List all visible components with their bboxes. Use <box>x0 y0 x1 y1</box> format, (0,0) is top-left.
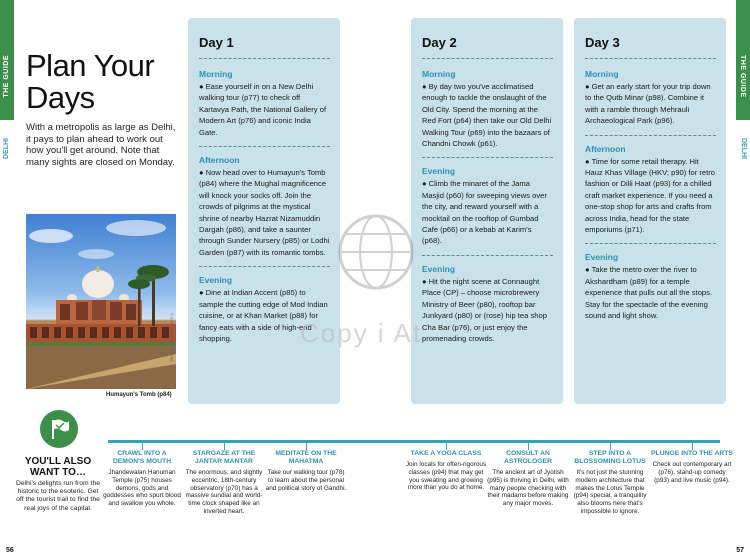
timeline-item-title: TAKE A YOGA CLASS <box>410 450 482 457</box>
side-tab-label: THE GUIDE <box>3 55 10 98</box>
bullet-icon: ● <box>422 179 427 189</box>
period-label: Afternoon <box>199 155 240 166</box>
itinerary-text <box>199 81 330 138</box>
itinerary-text-body: Take the metro over the river to Akshardham (p89) for a temple experience that pulls out all the stops. Stay for the spectacle of the evening sound and light show. <box>585 265 713 321</box>
left-side-tab <box>0 0 14 120</box>
humayuns-tomb-photo <box>26 214 176 389</box>
period-label: Afternoon <box>585 143 626 154</box>
timeline-item-body: Jhandewalan Hanuman Temple (p75) houses demons, gods and goddesses who spurt blood and swallow you whole. <box>103 469 181 508</box>
timeline-tick <box>142 440 143 450</box>
timeline-item-title: CRAWL INTO A DEMON'S MOUTH <box>112 450 172 465</box>
photo-caption: Humayun's Tomb (p84) <box>106 392 172 398</box>
day-card-3 <box>574 18 726 404</box>
timeline-item-body: Take our walking tour (p78) to learn about the personal and political story of Gandhi. <box>265 469 347 492</box>
bullet-icon: ● <box>422 276 427 286</box>
timeline-item-title: PLUNGE INTO THE ARTS <box>651 450 733 457</box>
bullet-icon: ● <box>199 288 204 298</box>
itinerary-text <box>422 178 553 246</box>
divider <box>422 58 553 59</box>
timeline-tick <box>446 440 447 450</box>
period-label: Morning <box>585 69 619 79</box>
timeline-item <box>183 450 265 516</box>
itinerary-text-body: Ease yourself in on a New Delhi walking tour (p77) to check off Kartavya Path, the National Gallery of Modern Art (p76) and iconic India Gate. <box>199 82 327 137</box>
day-card-2 <box>411 18 563 404</box>
timeline-item-body: It's not just the stunning modern architecture that makes the Lotus Temple (p94) special, a tranquility also blooms here that's impossible to ignore. <box>573 469 647 515</box>
timeline-item <box>487 450 569 508</box>
divider <box>585 58 716 59</box>
bullet-icon: ● <box>199 82 204 91</box>
page-number-left: 56 <box>6 547 14 554</box>
timeline-item <box>101 450 183 508</box>
page-number-right: 57 <box>736 547 744 554</box>
timeline-item-title: CONSULT AN ASTROLOGER <box>504 450 552 465</box>
photo-credit: SEAN3810/GETTY IMAGES © <box>170 312 174 362</box>
itinerary-text-body: Now head over to Humayun's Tomb (p84) where the Mughal magnificence will knock your socks off. Join the crowds of pilgrims at the mystical shrine of nearby Hazrat Nizamuddin Dargah (p86), and take a saunter through Sunder Nursery (p85) or Lodhi Garden (p87) with its romantic tombs. <box>199 168 330 257</box>
itinerary-text <box>585 264 716 321</box>
itinerary-text <box>422 276 553 344</box>
side-tab-sub-label-right: DELHI <box>740 138 747 159</box>
timeline-item-body: The ancient art of Jyotish (p95) is thriving in Delhi, with many people checking with their madams before making any major moves. <box>487 469 569 508</box>
day-title: Day 1 <box>199 35 234 50</box>
timeline-tick <box>610 440 611 450</box>
also-want-title: YOU'LL ALSO WANT TO… <box>24 456 92 478</box>
divider <box>199 146 330 147</box>
bullet-icon: ● <box>199 168 204 178</box>
timeline-item-title: STEP INTO A BLOSSOMING LOTUS <box>574 450 646 465</box>
globe-watermark-icon <box>336 212 416 292</box>
timeline-item <box>569 450 651 516</box>
timeline-tick <box>224 440 225 450</box>
itinerary-text-body: Climb the minaret of the Jama Masjid (p60) for sweeping views over the city, and reward yourself with a mocktail on the rooftop of Gumbad Cafe (p66) or a kebab at Karim's (p68). <box>422 179 547 246</box>
timeline-tick <box>306 440 307 450</box>
timeline-item-body: Join locals for often-rigorous classes (p94) that may get you sweating and growing more than you do at home. <box>405 461 487 492</box>
itinerary-text <box>422 81 553 149</box>
timeline-tick <box>528 440 529 450</box>
timeline-item-body: The enormous, and slightly eccentric, 18th-century observatory (p70) has a massive sundial and world-time clock shaped like an inverted heart. <box>185 469 263 515</box>
timeline-item-title: STARGAZE AT THE JANTAR MANTAR <box>192 450 256 465</box>
divider <box>199 58 330 59</box>
divider <box>422 157 553 158</box>
itinerary-text-body: By day two you've acclimatised enough to tackle the onslaught of the Old City. Spend the morning at the Red Fort (p64) then take our Old Delhi Walking Tour (p69) into the bazaars of Chandni Chowk (p61). <box>422 82 552 149</box>
flag-badge <box>40 410 78 448</box>
timeline-item-body: Check out contemporary art (p76), stand-up comedy (p93) and live music (p94). <box>652 461 732 484</box>
divider <box>199 266 330 267</box>
bullet-icon: ● <box>585 265 590 275</box>
tomb-illustration <box>26 214 176 389</box>
itinerary-text <box>199 167 330 258</box>
page-title <box>26 50 154 114</box>
intro-text: With a metropolis as large as Delhi, it pays to plan ahead to work out how you'll get around. Note that many sights are closed on Monday. <box>26 122 176 168</box>
divider <box>585 243 716 244</box>
timeline-item <box>405 450 487 492</box>
side-tab-sub-label: DELHI <box>3 138 10 159</box>
period-label: Morning <box>199 69 233 79</box>
itinerary-text-body: Hit the night scene at Connaught Place (CP) – choose microbrewery Ministry of Beer (p80), rooftop bar Junkyard (p80) or (rose) hip tea shop Cha Bar (p76), or just enjoy the promenading crowds. <box>422 276 547 343</box>
bullet-icon: ● <box>585 156 590 166</box>
period-label: Evening <box>199 275 233 286</box>
bullet-icon: ● <box>422 82 427 91</box>
period-label: Morning <box>422 69 456 79</box>
timeline-item-title: MEDITATE ON THE MAHATMA <box>275 450 337 465</box>
divider <box>585 135 716 136</box>
timeline-tick <box>692 440 693 450</box>
page-title-line1: Plan Your <box>26 48 155 83</box>
period-label: Evening <box>585 252 619 263</box>
day-title: Day 2 <box>422 35 457 50</box>
day-title: Day 3 <box>585 35 620 50</box>
itinerary-text-body: Get an early start for your trip down to the Qutb Minar (p98). Combine it with a ramble through Mehrauli Archaeological Park (p96). <box>585 82 711 126</box>
period-label: Evening <box>422 263 456 274</box>
timeline-bar <box>108 440 720 443</box>
right-side-tab <box>736 0 750 120</box>
watermark-text: Copy i At <box>300 318 423 348</box>
itinerary-text-body: Time for some retail therapy. Hit Hauz Khas Village (HKV; p90) for retro fashion or Dilli Haat (p93) for a chilled craft market experience. If you need a one-stop shop for arts and crafts from across India, head for the state emporiums (p71). <box>585 156 715 235</box>
itinerary-text <box>585 81 716 127</box>
itinerary-text-body: Dine at Indian Accent (p85) to sample the cutting edge of Mod Indian cuisine, or at Khan Market (p88) for fancy eats with a side of high-end shopping. <box>199 288 328 343</box>
side-tab-label-right: THE GUIDE <box>739 55 746 98</box>
flag-icon <box>40 410 78 448</box>
bullet-icon: ● <box>585 82 590 91</box>
itinerary-text <box>585 156 716 236</box>
divider <box>422 255 553 256</box>
timeline-item <box>265 450 347 492</box>
period-label: Evening <box>422 166 456 177</box>
page-title-line2: Days <box>26 80 95 115</box>
timeline-item <box>651 450 733 484</box>
also-want-body: Delhi's delights run from the historic to the esoteric. Get off the tourist trail to find the real joys of the capital. <box>15 480 101 512</box>
